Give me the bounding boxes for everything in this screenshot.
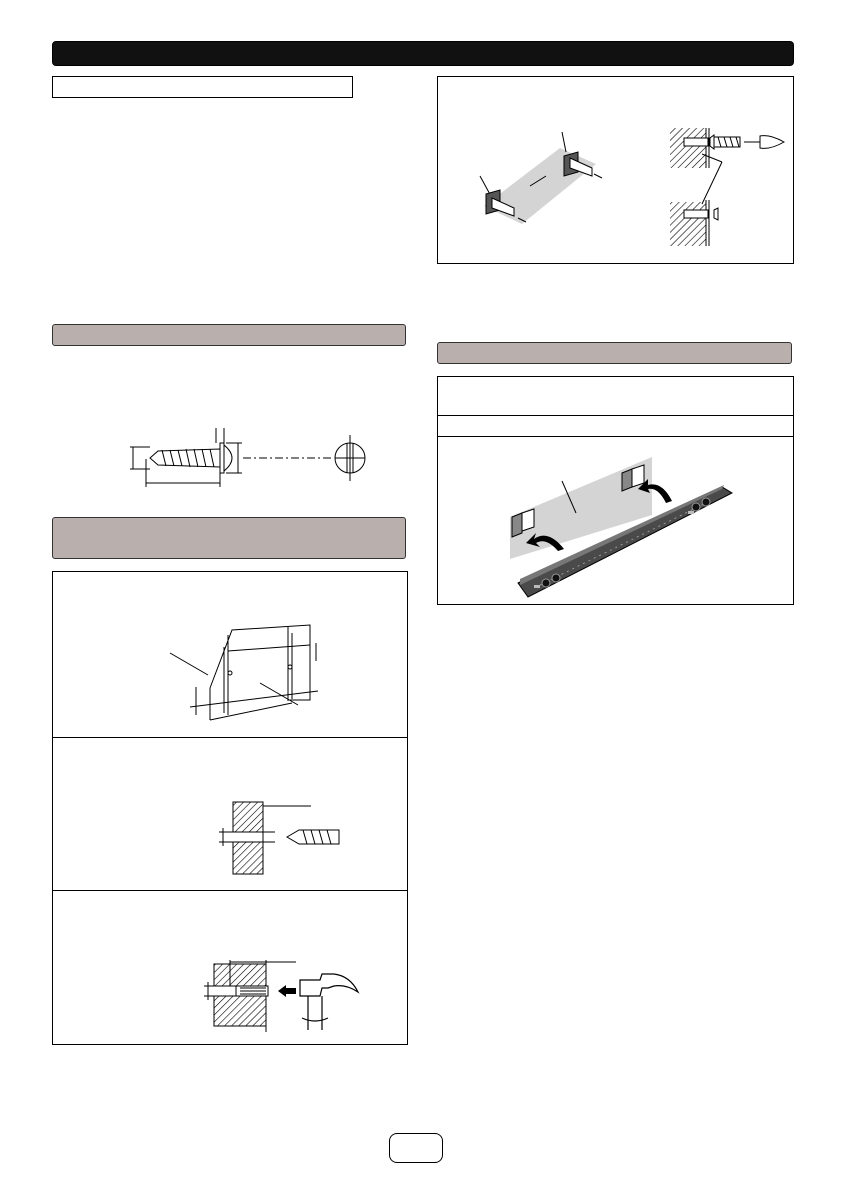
drill-diagram [215, 802, 350, 882]
bracket-wall-diagram [470, 128, 790, 254]
step-divider-2 [53, 890, 407, 891]
section-bar-screws [52, 324, 406, 346]
drill-bit-icon [287, 830, 339, 844]
screwdriver-icon [710, 135, 784, 220]
wall-anchor-icon [236, 986, 268, 996]
section-title-box [52, 76, 353, 98]
attach-divider-1 [438, 415, 793, 416]
wall-template-diagram [160, 625, 330, 725]
step-divider-1 [53, 737, 407, 738]
hammer-icon [300, 974, 358, 1030]
header-bar [52, 41, 794, 66]
screw-icon [130, 428, 333, 487]
screw-head-icon [335, 435, 365, 481]
page-number-box [389, 1133, 443, 1163]
attach-divider-2 [438, 436, 793, 437]
section-bar-mounting [52, 517, 406, 559]
section-bar-attach [437, 342, 792, 364]
arrow-icon [278, 985, 296, 997]
anchor-diagram [200, 958, 360, 1038]
soundbar-mount-diagram [500, 455, 750, 603]
screw-diagram [128, 425, 388, 495]
